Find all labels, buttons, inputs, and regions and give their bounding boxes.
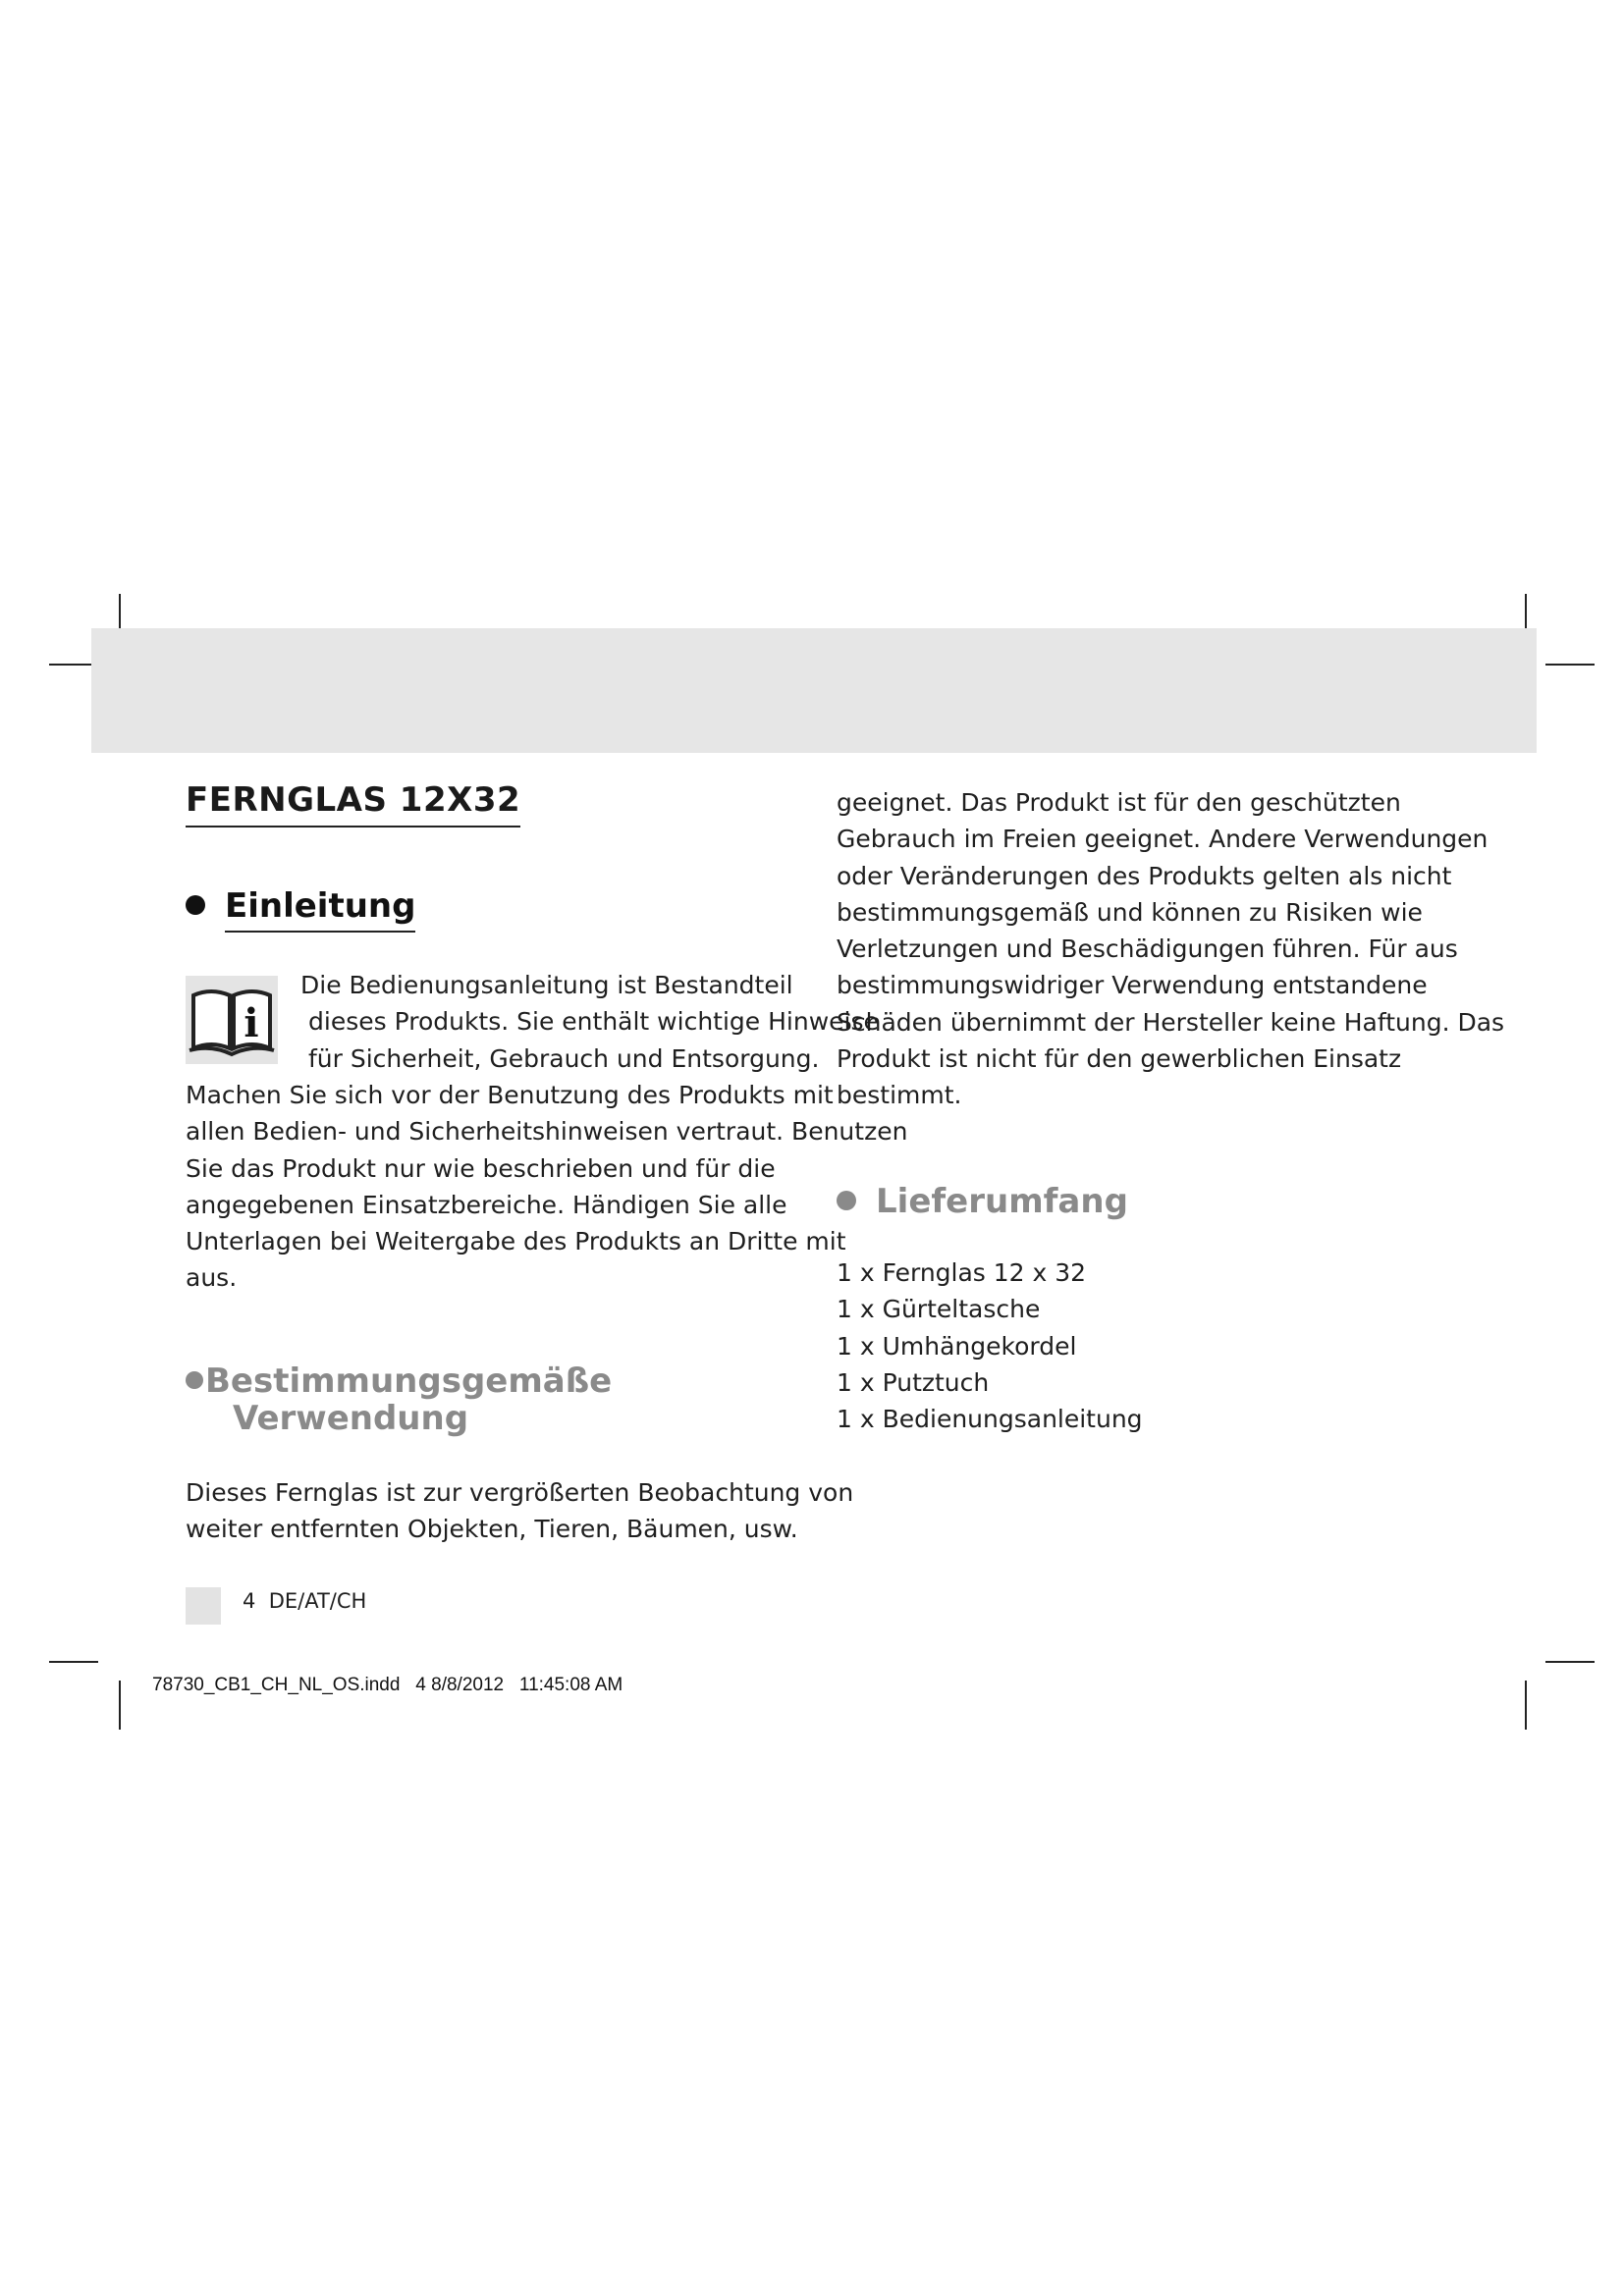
bestimmung-heading-line2: Verwendung [233,1399,469,1438]
crop-mark-bottom-left-h [49,1661,98,1663]
bullet-icon [186,1371,203,1389]
bullet-icon [186,895,205,915]
body-line: Dieses Fernglas ist zur vergrößerten Beobachtung von [186,1478,854,1507]
body-line: Machen Sie sich vor der Benutzung des Produkts mit [186,1081,834,1109]
body-line: bestimmungswidriger Verwendung entstandene [837,971,1428,1000]
print-slug: 78730_CB1_CH_NL_OS.indd 4 8/8/2012 11:45:08 AM [152,1675,623,1695]
list-item: 1 x Bedienungsanleitung [837,1405,1143,1434]
body-line: bestimmungsgemäß und können zu Risiken wie [837,897,1423,927]
body-line: Schäden übernimmt der Hersteller keine Haftung. Das [837,1007,1505,1037]
region-label: DE/AT/CH [268,1589,367,1613]
body-line: Verletzungen und Beschädigungen führen. Für aus [837,934,1458,964]
crop-mark-bottom-right-h [1545,1661,1595,1663]
crop-mark-bottom-right-v [1525,1681,1527,1730]
intro-line: dieses Produkts. Sie enthält wichtige Hinweise [308,1007,879,1037]
list-item: 1 x Umhängekordel [837,1331,1077,1361]
crop-mark-bottom-left-v [119,1681,121,1730]
intro-body-text [186,1077,907,1297]
body-line: Sie das Produkt nur wie beschrieben und für die [186,1153,776,1183]
body-line: oder Veränderungen des Produkts gelten als nicht [837,861,1452,890]
bestimmung-body-text [186,1474,853,1548]
body-line: geeignet. Das Produkt ist für den geschützten [837,788,1401,817]
page-number: 4 [243,1589,256,1613]
delivery-list [837,1255,1143,1437]
section-heading-lieferumfang [837,1182,1128,1221]
intro-line: Die Bedienungsanleitung ist Bestandteil [300,971,793,999]
page-marker-box [186,1587,221,1625]
intro-line: für Sicherheit, Gebrauch und Entsorgung. [308,1043,820,1073]
info-book-icon [186,976,278,1064]
list-item: 1 x Gürteltasche [837,1295,1041,1324]
bestimmung-heading-line1: Bestimmungsgemäße [205,1362,613,1401]
list-item: 1 x Fernglas 12 x 32 [837,1258,1087,1287]
einleitung-heading-text: Einleitung [225,886,415,933]
crop-mark-top-right-h [1545,664,1595,666]
body-line: Gebrauch im Freien geeignet. Andere Verwendungen [837,825,1489,854]
bullet-icon [837,1191,856,1210]
body-line: Produkt ist nicht für den gewerblichen Einsatz [837,1044,1402,1074]
intro-text-indented [300,967,879,1077]
body-line: allen Bedien- und Sicherheitshinweisen vertraut. Benutzen [186,1117,908,1147]
header-band [91,628,1537,753]
body-line: angegebenen Einsatzbereiche. Händigen Sie alle [186,1190,787,1219]
list-item: 1 x Putztuch [837,1367,990,1397]
body-line: Unterlagen bei Weitergabe des Produkts an Dritte mit [186,1227,846,1256]
body-line: aus. [186,1263,238,1293]
body-line: weiter entfernten Objekten, Tieren, Bäumen, usw. [186,1515,798,1544]
svg-text:i: i [244,1000,259,1046]
page-title: FERNGLAS 12X32 [186,780,520,828]
section-heading-bestimmung [186,1362,612,1437]
page-footer [243,1589,366,1613]
body-line: bestimmt. [837,1081,962,1110]
section-heading-einleitung [186,886,415,926]
bestimmung-continued-text [837,784,1504,1114]
lieferumfang-heading-text: Lieferumfang [876,1182,1128,1221]
